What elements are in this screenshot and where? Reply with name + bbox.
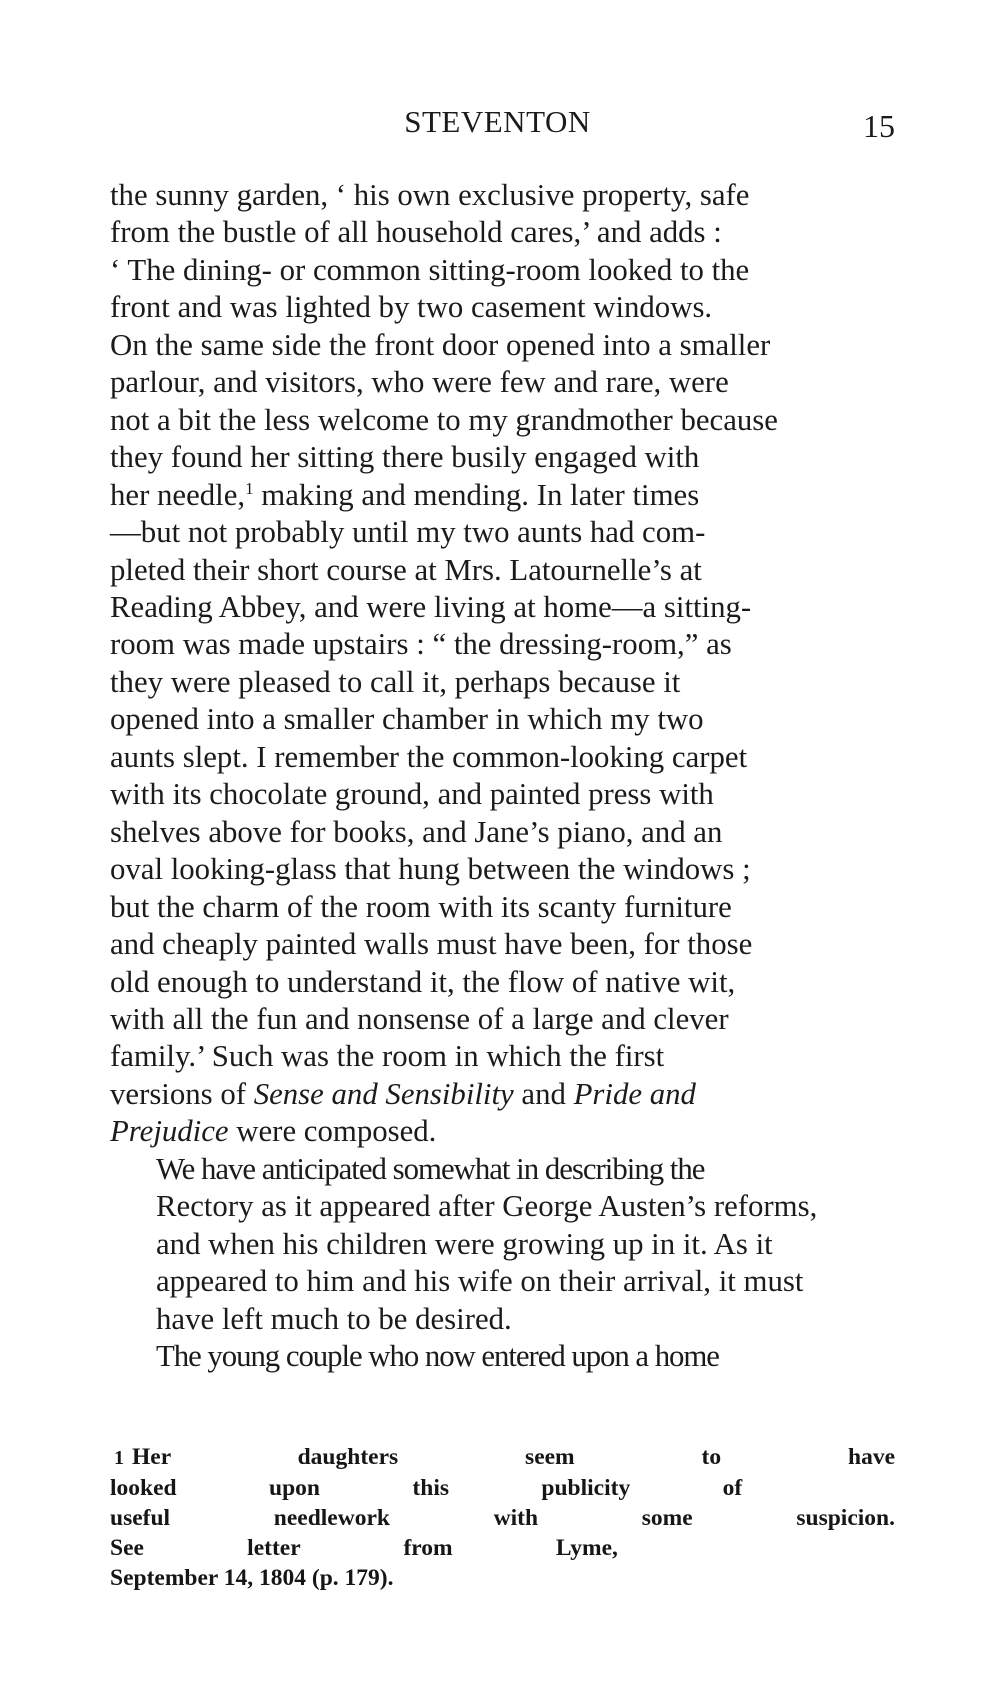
footnote-1 — [110, 1442, 895, 1593]
text-line: We have anticipated somewhat in describing the — [156, 1151, 705, 1186]
text-line: not a bit the less welcome to my grandmother because — [110, 402, 778, 437]
text-line: with all the fun and nonsense of a large and clever — [110, 1001, 729, 1036]
text-line: room was made upstairs : “ the dressing-room,” as — [110, 627, 732, 662]
text-line: —but not probably until my two aunts had com- — [110, 515, 706, 550]
paragraph-young-couple — [110, 1338, 895, 1375]
text-line: with its chocolate ground, and painted press with — [110, 777, 714, 812]
text-line: family.’ Such was the room in which the first — [110, 1039, 665, 1074]
footnote-marker: 1 — [114, 1447, 124, 1469]
text-line: pleted their short course at Mrs. Latournelle’s at — [110, 552, 702, 587]
page-number: 15 — [863, 108, 895, 144]
text-segment: making and mending. In later times — [253, 477, 700, 512]
text-line — [110, 1444, 895, 1501]
text-segment: were composed. — [228, 1114, 437, 1149]
text-line: September 14, 1804 (p. 179). — [110, 1565, 394, 1591]
footnote-reference: 1 — [245, 478, 254, 498]
book-title-sense-and-sensibility: Sense and Sensibility — [253, 1076, 514, 1111]
running-head — [100, 100, 895, 144]
text-segment: and — [513, 1076, 574, 1111]
text-line: parlour, and visitors, who were few and rare, were — [110, 365, 729, 400]
text-line — [110, 477, 895, 514]
body-text — [110, 177, 895, 1376]
text-line: opened into a smaller chamber in which my two — [110, 702, 704, 737]
text-line: appeared to him and his wife on their arrival, it must — [156, 1264, 804, 1299]
text-line: oval looking-glass that hung between the windows ; — [110, 852, 751, 887]
text-line: aunts slept. I remember the common-looking carpet — [110, 739, 748, 774]
text-line: old enough to understand it, the flow of native wit, — [110, 964, 736, 999]
text-segment: versions of — [110, 1076, 254, 1111]
text-line: On the same side the front door opened into a smaller — [110, 327, 771, 362]
book-title-pride-and-prejudice-part-1: Pride and — [573, 1076, 696, 1111]
text-line: Reading Abbey, and were living at home—a sitting- — [110, 589, 752, 624]
text-line: have left much to be desired. — [156, 1301, 512, 1336]
footnotes — [110, 1442, 895, 1593]
book-title-pride-and-prejudice-part-2: Prejudice — [110, 1114, 229, 1149]
text-line: and when his children were growing up in it. As it — [156, 1226, 773, 1261]
text-line: they found her sitting there busily engaged with — [110, 440, 700, 475]
text-line: from the bustle of all household cares,’ and adds : — [110, 215, 722, 250]
text-line: front and was lighted by two casement windows. — [110, 290, 713, 325]
text-line — [110, 1076, 895, 1113]
text-segment: Her daughters seem to have looked upon this publicity of — [110, 1444, 895, 1501]
text-line: they were pleased to call it, perhaps because it — [110, 664, 681, 699]
text-line: shelves above for books, and Jane’s piano, and an — [110, 814, 723, 849]
text-line: and cheaply painted walls must have been, for those — [110, 927, 753, 962]
text-line: useful needlework with some suspicion. See letter from Lyme, — [110, 1505, 895, 1561]
text-line: ‘ The dining- or common sitting-room looked to the — [110, 252, 750, 287]
chapter-running-title: STEVENTON — [404, 104, 591, 139]
paragraph-rectory-rooms — [110, 177, 895, 1151]
paragraph-reforms — [110, 1151, 895, 1338]
text-line: The young couple who now entered upon a home — [156, 1339, 719, 1374]
text-segment: her needle, — [110, 477, 246, 512]
text-line: but the charm of the room with its scanty furniture — [110, 889, 732, 924]
text-line: the sunny garden, ‘ his own exclusive property, safe — [110, 178, 750, 212]
text-line: Rectory as it appeared after George Austen’s reforms, — [156, 1189, 818, 1224]
text-line — [110, 1113, 895, 1150]
